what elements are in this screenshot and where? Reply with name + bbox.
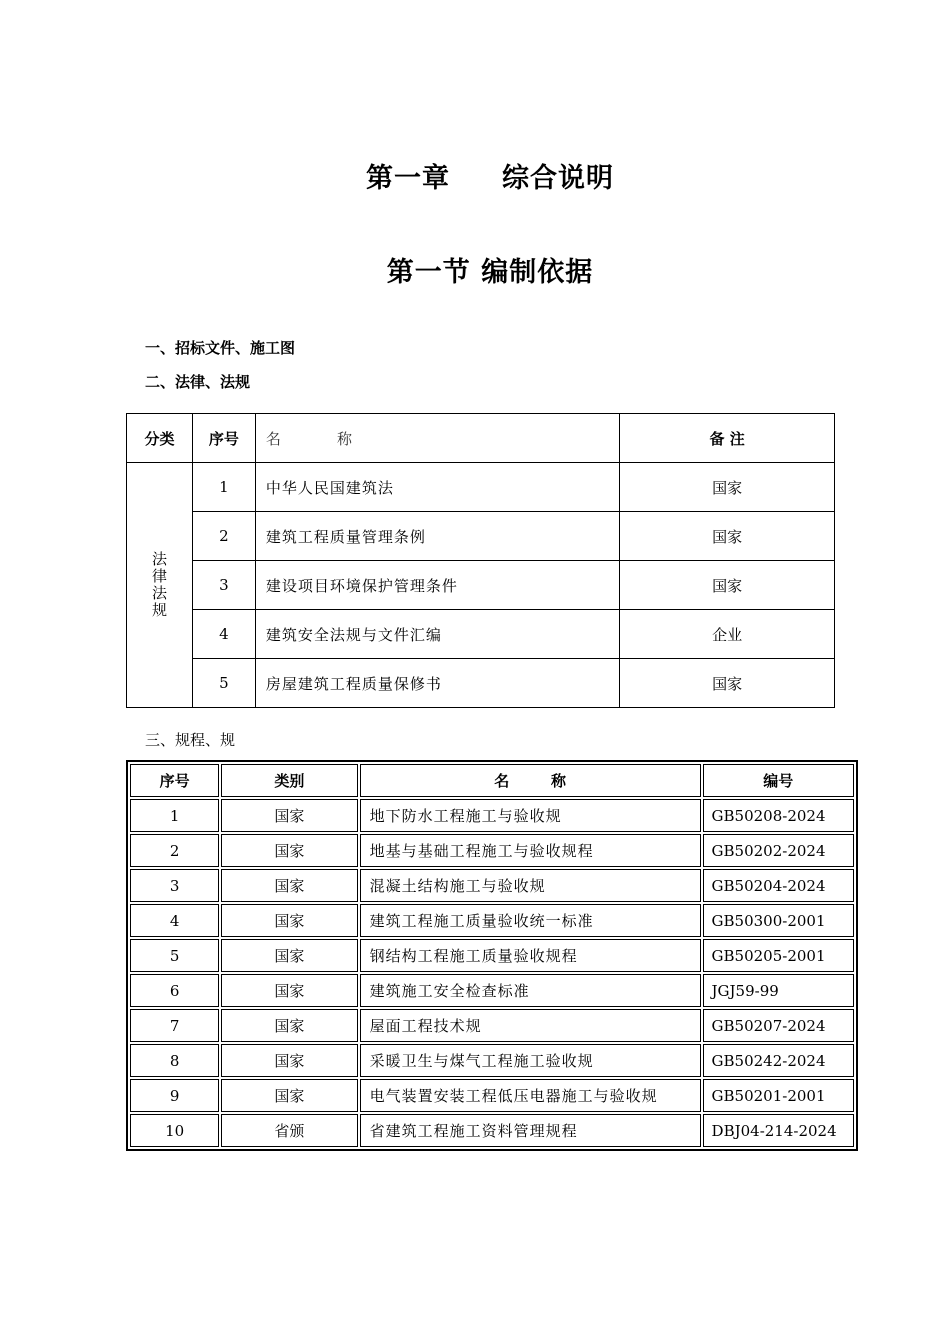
category-char: 法 xyxy=(151,550,167,568)
row-index: 1 xyxy=(192,463,255,512)
category-char: 法 xyxy=(151,584,167,602)
row-type: 国家 xyxy=(221,939,357,972)
table-row xyxy=(127,512,835,561)
row-name: 中华人民国建筑法 xyxy=(255,463,620,512)
row-index: 4 xyxy=(130,904,219,937)
row-name: 采暖卫生与煤气工程施工验收规 xyxy=(360,1044,701,1077)
row-name: 混凝土结构施工与验收规 xyxy=(360,869,701,902)
row-index: 5 xyxy=(130,939,219,972)
row-remark: 国家 xyxy=(620,463,835,512)
header-type: 类别 xyxy=(221,764,357,797)
table-row xyxy=(130,834,854,867)
row-index: 3 xyxy=(192,561,255,610)
table-row xyxy=(127,659,835,708)
row-name: 电气装置安装工程低压电器施工与验收规 xyxy=(360,1079,701,1112)
row-name: 建筑施工安全检查标准 xyxy=(360,974,701,1007)
row-type: 国家 xyxy=(221,869,357,902)
table-row xyxy=(127,561,835,610)
category-char: 规 xyxy=(151,601,167,619)
laws-table-header xyxy=(127,414,835,463)
category-char: 律 xyxy=(151,567,167,585)
row-index: 2 xyxy=(130,834,219,867)
table-row xyxy=(130,1079,854,1112)
row-code: GB50207-2024 xyxy=(703,1009,854,1042)
heading-bid-documents: 一、招标文件、施工图 xyxy=(145,339,296,357)
row-index: 8 xyxy=(130,1044,219,1077)
row-remark: 企业 xyxy=(620,610,835,659)
table-row xyxy=(130,974,854,1007)
row-index: 10 xyxy=(130,1114,219,1147)
header-code: 编号 xyxy=(703,764,854,797)
row-code: GB50205-2001 xyxy=(703,939,854,972)
chapter-title: 第一章 综合说明 xyxy=(366,163,614,194)
row-index: 5 xyxy=(192,659,255,708)
row-remark: 国家 xyxy=(620,659,835,708)
heading-specs: 三、规程、规 xyxy=(145,731,236,749)
row-code: JGJ59-99 xyxy=(703,974,854,1007)
row-code: GB50204-2024 xyxy=(703,869,854,902)
header-remark: 备 注 xyxy=(620,414,835,463)
table-row xyxy=(127,463,835,512)
row-type: 国家 xyxy=(221,799,357,832)
table-row xyxy=(130,869,854,902)
table-row xyxy=(130,939,854,972)
row-name: 房屋建筑工程质量保修书 xyxy=(255,659,620,708)
row-index: 3 xyxy=(130,869,219,902)
row-name: 钢结构工程施工质量验收规程 xyxy=(360,939,701,972)
row-remark: 国家 xyxy=(620,561,835,610)
row-name: 建筑安全法规与文件汇编 xyxy=(255,610,620,659)
row-code: GB50208-2024 xyxy=(703,799,854,832)
table-row xyxy=(130,1044,854,1077)
header-index: 序号 xyxy=(130,764,219,797)
row-index: 7 xyxy=(130,1009,219,1042)
row-type: 国家 xyxy=(221,1009,357,1042)
row-name: 建筑工程质量管理条例 xyxy=(255,512,620,561)
row-name: 建设项目环境保护管理条件 xyxy=(255,561,620,610)
row-index: 9 xyxy=(130,1079,219,1112)
table-row xyxy=(127,610,835,659)
row-index: 1 xyxy=(130,799,219,832)
table-row xyxy=(130,1114,854,1147)
section-title: 第一节 编制依据 xyxy=(386,257,594,288)
header-index: 序号 xyxy=(192,414,255,463)
row-code: GB50242-2024 xyxy=(703,1044,854,1077)
specs-table xyxy=(126,760,858,1151)
row-type: 省颁 xyxy=(221,1114,357,1147)
category-cell-laws xyxy=(127,463,193,708)
row-type: 国家 xyxy=(221,1079,357,1112)
row-name: 建筑工程施工质量验收统一标准 xyxy=(360,904,701,937)
row-name: 省建筑工程施工资料管理规程 xyxy=(360,1114,701,1147)
row-type: 国家 xyxy=(221,1044,357,1077)
row-code: GB50202-2024 xyxy=(703,834,854,867)
header-category: 分类 xyxy=(127,414,193,463)
row-type: 国家 xyxy=(221,834,357,867)
row-name: 屋面工程技术规 xyxy=(360,1009,701,1042)
row-name: 地基与基础工程施工与验收规程 xyxy=(360,834,701,867)
table-row xyxy=(130,1009,854,1042)
row-code: GB50300-2001 xyxy=(703,904,854,937)
row-index: 4 xyxy=(192,610,255,659)
header-name: 名 称 xyxy=(255,414,620,463)
header-name: 名 称 xyxy=(360,764,701,797)
row-type: 国家 xyxy=(221,974,357,1007)
row-index: 2 xyxy=(192,512,255,561)
heading-laws: 二、法律、法规 xyxy=(145,373,251,391)
row-remark: 国家 xyxy=(620,512,835,561)
laws-table xyxy=(126,413,835,708)
table-row xyxy=(130,904,854,937)
row-type: 国家 xyxy=(221,904,357,937)
row-index: 6 xyxy=(130,974,219,1007)
row-code: GB50201-2001 xyxy=(703,1079,854,1112)
row-code: DBJ04-214-2024 xyxy=(703,1114,854,1147)
row-name: 地下防水工程施工与验收规 xyxy=(360,799,701,832)
specs-table-header xyxy=(130,764,854,797)
table-row xyxy=(130,799,854,832)
